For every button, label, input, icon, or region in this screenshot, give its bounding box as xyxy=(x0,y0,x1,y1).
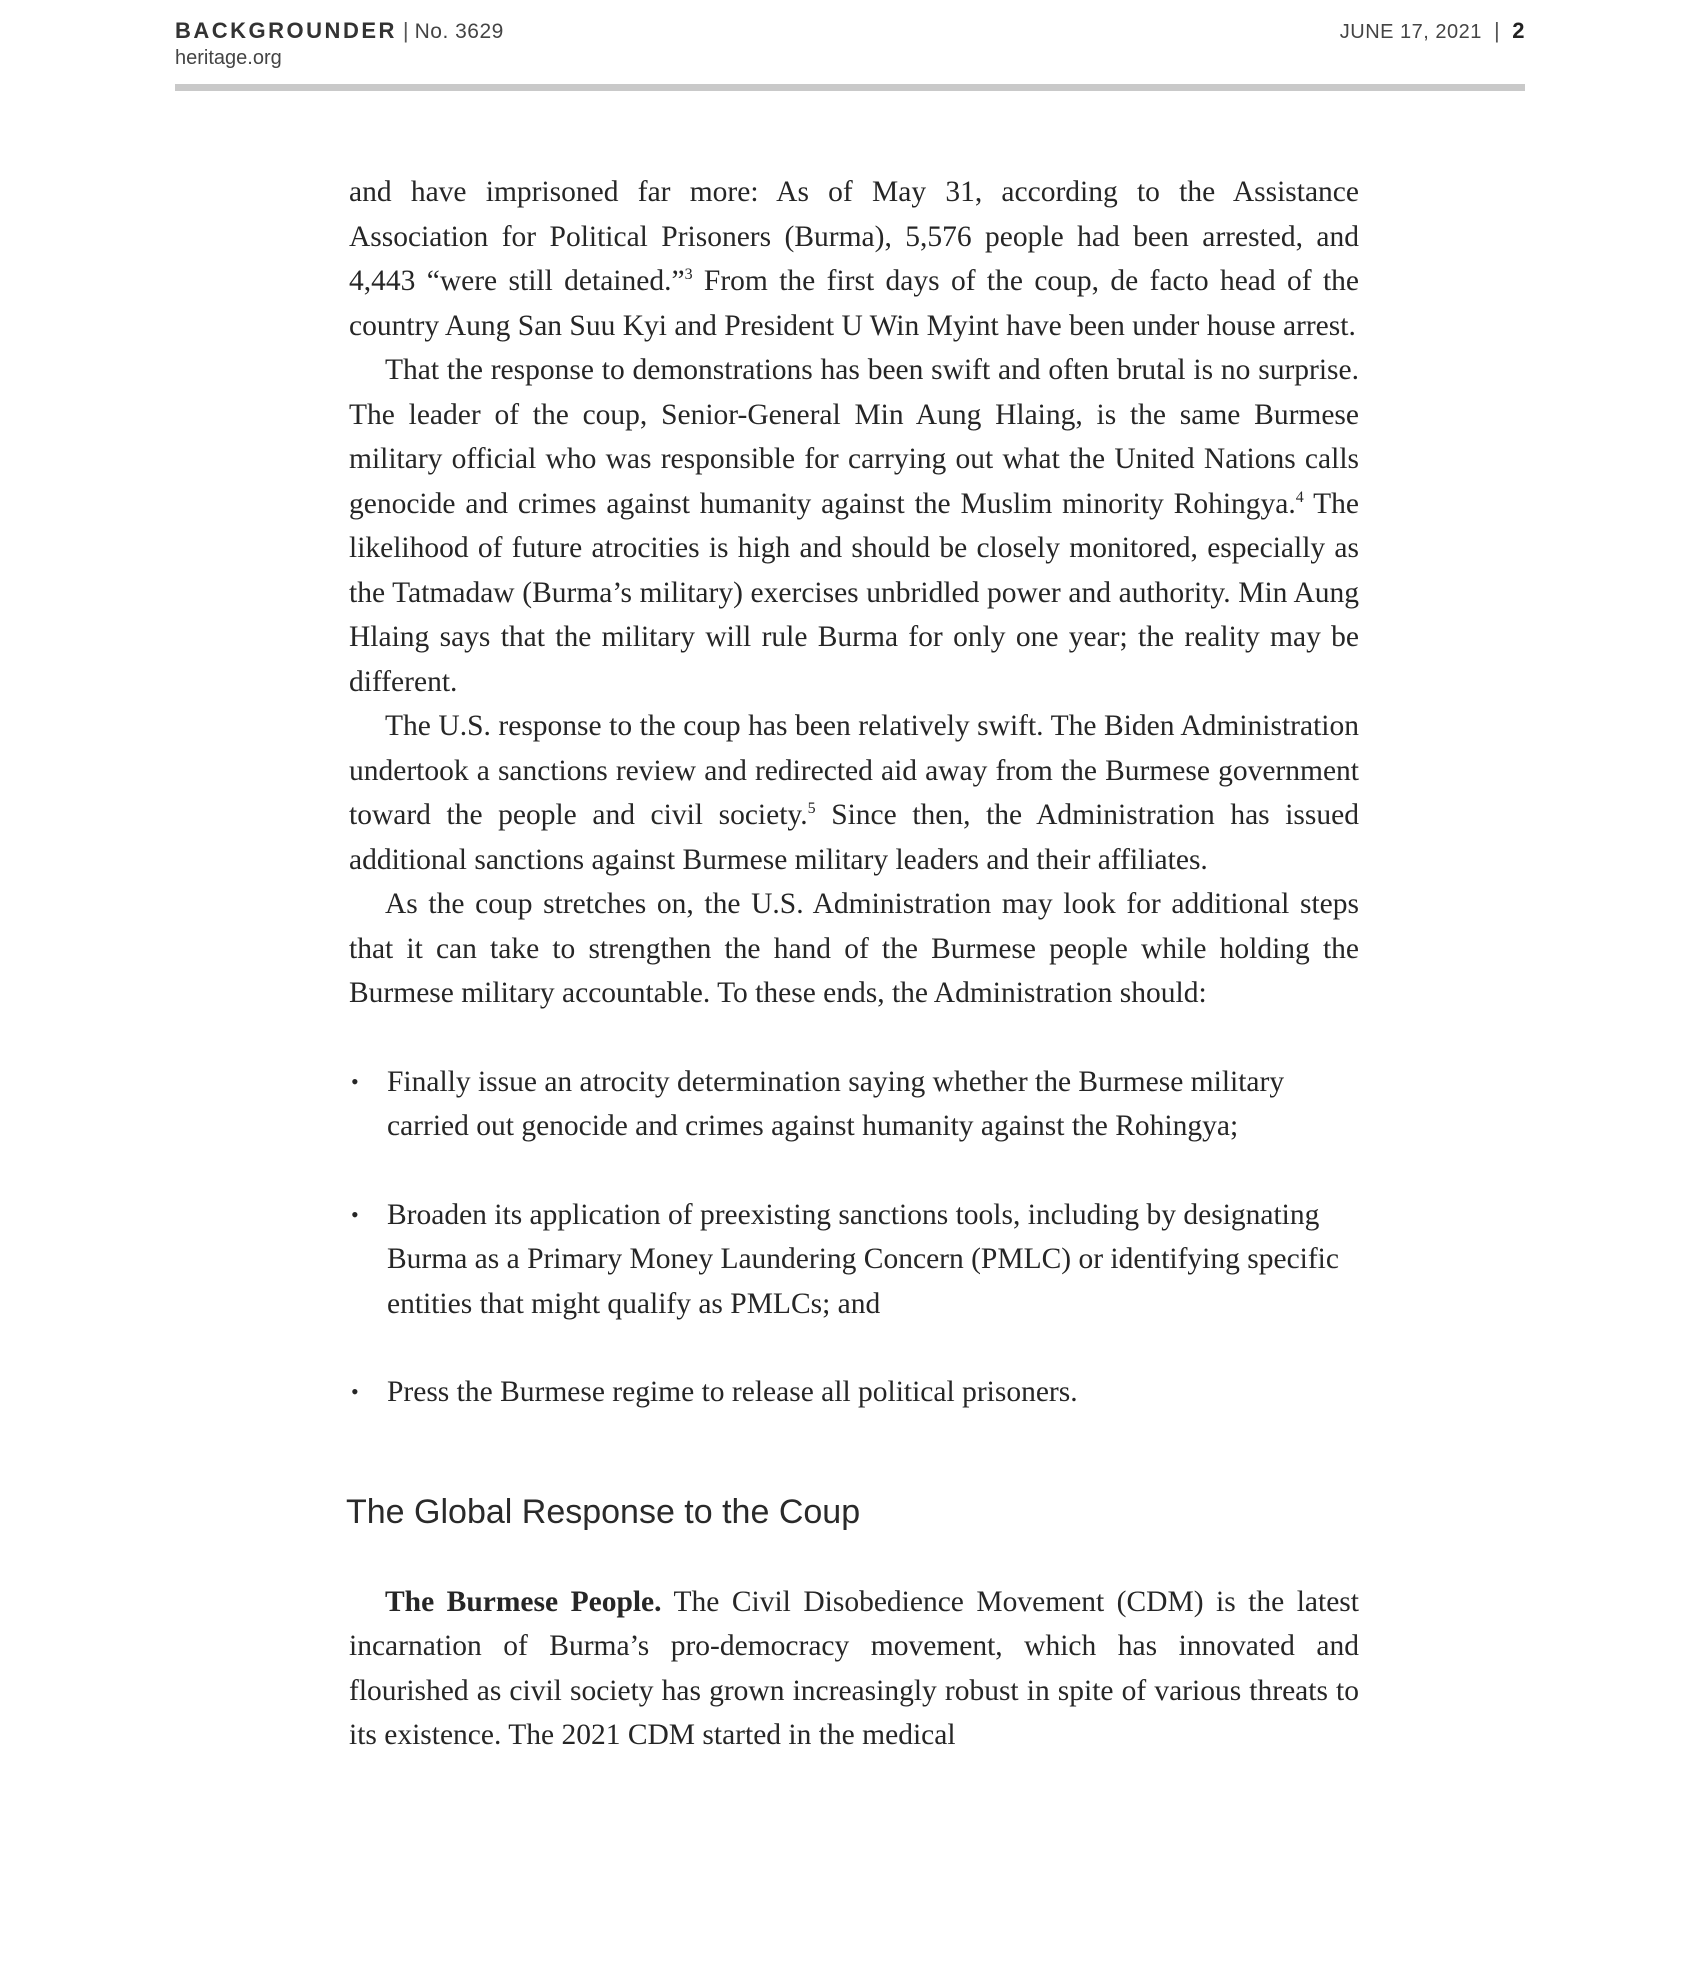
footnote-ref[interactable]: 4 xyxy=(1295,488,1304,506)
paragraph-text: The Civil Disobedience Movement (CDM) is the latest incarnation of Burma’s pro-democracy movement, which has innovated and flourished as civil society has grown increasingly robust in spite of various threats to its existence. The 2021 CDM started in the medical xyxy=(349,1585,1359,1751)
publication-date: JUNE 17, 2021 xyxy=(1339,21,1482,43)
paragraph: As the coup stretches on, the U.S. Administration may look for additional steps that it can take to strengthen the hand of the Burmese people while holding the Burmese military accountable. To these ends, the Administration should: xyxy=(349,888,1359,1009)
bullet-icon: • xyxy=(351,1379,359,1404)
footnote-ref[interactable]: 3 xyxy=(684,266,693,284)
bullet-icon: • xyxy=(351,1068,359,1094)
paragraph xyxy=(349,1580,1359,1758)
list-item-text: Press the Burmese regime to release all political prisoners. xyxy=(387,1376,1078,1408)
site-url: heritage.org xyxy=(175,47,282,69)
footnote-ref[interactable]: 5 xyxy=(807,800,816,818)
header-separator-right: | xyxy=(1493,18,1501,43)
section-heading: The Global Response to the Coup xyxy=(346,1492,861,1531)
list-item xyxy=(349,1060,1359,1149)
paragraph-text: The U.S. response to the coup has been relatively swift. The Biden Administration undertook a sanctions review and redirected aid away from the Burmese government toward the people and civil society. xyxy=(349,710,1359,831)
list-item xyxy=(349,1193,1359,1327)
bullet-icon: • xyxy=(351,1201,359,1227)
publication-number: No. 3629 xyxy=(414,20,504,43)
header-left xyxy=(175,18,504,70)
list-item xyxy=(349,1370,1359,1415)
article-body xyxy=(346,170,1359,1758)
header-rule xyxy=(175,84,1525,91)
recommendation-list xyxy=(349,1060,1359,1415)
paragraph xyxy=(349,170,1359,348)
list-item-text: Finally issue an atrocity determination saying whether the Burmese military carried out genocide and crimes against humanity against the Rohingya; xyxy=(387,1065,1285,1142)
paragraph-text: The likelihood of future atrocities is high and should be closely monitored, especially as the Tatmadaw (Burma’s military) exercises unbridled power and authority. Min Aung Hlaing says that the military will rule Burma for only one year; the reality may be different. xyxy=(349,487,1359,698)
paragraph-text: From the first days of the coup, de facto head of the country Aung San Suu Kyi and President U Win Myint have been under house arrest. xyxy=(349,265,1359,342)
paragraph-text: and have imprisoned far more: As of May 31, according to the Assistance Association for Political Prisoners (Burma), 5,576 people had been arrested, and 4,443 “were still detained.” xyxy=(349,176,1359,297)
header-right xyxy=(1340,18,1525,44)
paragraph xyxy=(349,704,1359,882)
paragraph-text: Since then, the Administration has issued additional sanctions against Burmese military leaders and their affiliates. xyxy=(349,799,1359,876)
list-item-text: Broaden its application of preexisting sanctions tools, including by designating Burma as a Primary Money Laundering Concern (PMLC) or identifying specific entities that might qualify as PMLCs; and xyxy=(387,1198,1339,1320)
run-in-heading: The Burmese People. xyxy=(385,1585,662,1618)
header-separator: | xyxy=(402,18,409,43)
page-number: 2 xyxy=(1512,18,1525,43)
page-header xyxy=(175,18,1525,92)
paragraph xyxy=(349,348,1359,704)
publication-series: BACKGROUNDER xyxy=(175,18,397,43)
paragraph-text: That the response to demonstrations has been swift and often brutal is no surprise. The leader of the coup, Senior-General Min Aung Hlaing, is the same Burmese military official who was responsible for carrying out what the United Nations calls genocide and crimes against humanity against the Muslim minority Rohingya. xyxy=(349,354,1359,520)
